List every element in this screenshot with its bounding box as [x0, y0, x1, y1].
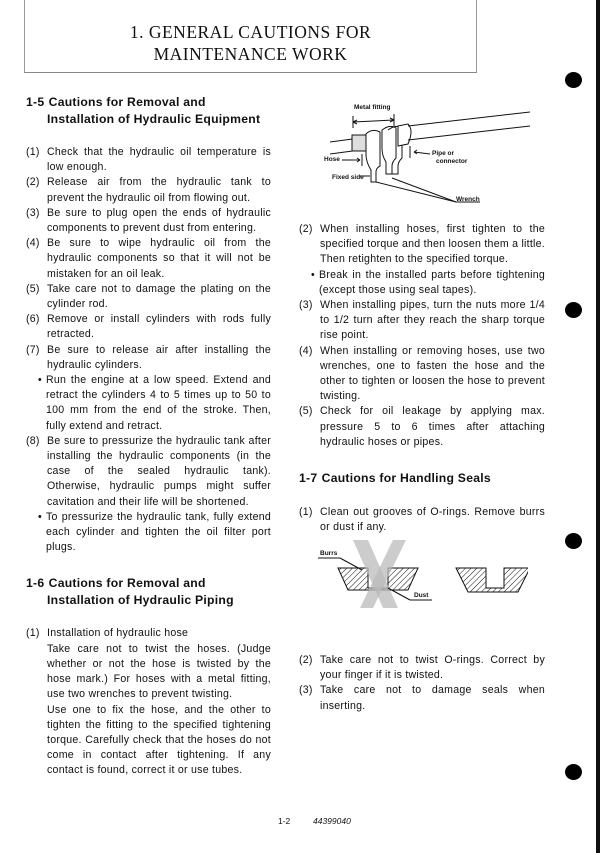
bullet-note	[299, 268, 545, 298]
section-title-line1: Cautions for Removal and	[48, 95, 206, 109]
item-text: Check that the hydraulic oil temperature is low enough.	[47, 146, 271, 174]
list-item	[26, 206, 271, 236]
item-number: (4)	[299, 344, 313, 357]
item-number: (5)	[26, 282, 40, 295]
label-fixed-side: Fixed side	[332, 174, 364, 181]
label-wrench: Wrench	[456, 196, 480, 203]
section-title-line2: Installation of Hydraulic Piping	[47, 592, 234, 607]
item-number: (6)	[26, 313, 40, 326]
list-item	[26, 145, 271, 175]
groove-illustration	[318, 540, 528, 610]
section-heading-1-6	[26, 575, 271, 608]
figure-hose-fitting	[324, 102, 530, 210]
list-item	[26, 626, 271, 641]
item-number: (1)	[299, 505, 313, 518]
section-number: 1-5	[26, 95, 45, 109]
paragraph: Use one to fix the hose, and the other to tighten the fitting to the specified tightening torque. Carefully check that the hoses do not come in contact after tightening. If any contact is found, correct it or use tubes.	[47, 703, 271, 777]
label-dust: Dust	[414, 592, 429, 599]
item-text: Release air from the hydraulic tank to prevent the hydraulic oil from flowing out.	[47, 176, 271, 204]
list-item	[26, 175, 271, 205]
document-number: 44399040	[313, 816, 351, 826]
item-number: (3)	[26, 206, 40, 219]
item-text: Be sure to wipe hydraulic oil from the hydraulic components so that it will not be mistaken for an oil leak.	[47, 237, 271, 280]
item-text: When installing pipes, turn the nuts more 1/4 to 1/2 turn after they reach the sharp torque rise point.	[320, 299, 545, 342]
section-heading-1-5	[26, 94, 271, 127]
section-number: 1-7	[299, 471, 318, 486]
section-number: 1-6	[26, 576, 45, 591]
item-text: Be sure to plug open the ends of hydraulic components to prevent dust from entering.	[47, 206, 271, 235]
section-title-line2: Installation of Hydraulic Equipment	[47, 111, 261, 126]
item-number: (7)	[26, 343, 40, 356]
list-item	[26, 434, 271, 510]
label-connector: connector	[436, 158, 468, 165]
list-item	[299, 683, 545, 713]
item-number: (4)	[26, 237, 40, 250]
item-text: Take care not to damage the plating on the cylinder rod.	[47, 282, 271, 311]
bullet-note	[26, 373, 271, 434]
list-item	[299, 222, 545, 268]
item-text: Remove or install cylinders with rods fully retracted.	[47, 313, 271, 341]
chapter-title-line2: MAINTENANCE WORK	[153, 44, 348, 64]
label-metal-fitting: Metal fitting	[354, 104, 391, 111]
list-item	[26, 343, 271, 373]
left-column	[26, 94, 271, 779]
label-burrs: Burrs	[320, 550, 338, 557]
item-text: Clean out grooves of O-rings. Remove burrs or dust if any.	[320, 505, 545, 533]
item-number: (2)	[299, 223, 313, 235]
chapter-title	[25, 21, 476, 65]
page-number: 1-2	[278, 816, 291, 826]
bullet-text: Break in the installed parts before tightening (except those using seal tapes).	[319, 268, 545, 296]
label-hose: Hose	[324, 156, 340, 163]
list-item	[26, 282, 271, 312]
right-column	[299, 222, 545, 714]
item-number: (5)	[299, 405, 313, 418]
list-item	[299, 505, 545, 535]
item-number: (8)	[26, 434, 40, 447]
figure-oring-groove	[318, 540, 528, 610]
item-number: (1)	[26, 146, 40, 158]
item-number: (2)	[299, 653, 313, 666]
list-item	[299, 298, 545, 344]
item-text: When installing or removing hoses, use two wrenches, one to fasten the hose and the other to tighten or loosen the hose to prevent twisting.	[320, 344, 545, 403]
list-item	[299, 653, 545, 683]
binder-hole	[565, 764, 582, 780]
item-text: Take care not to twist O-rings. Correct by your finger if it is twisted.	[320, 653, 545, 682]
list-item	[299, 404, 545, 450]
item-text: Be sure to pressurize the hydraulic tank after installing the hydraulic components (in the case of the sealed hydraulic tank). Otherwise, hydraulic pumps might suffer cavitation and their life will be shortened.	[47, 434, 271, 508]
item-text: Be sure to release air after installing the hydraulic cylinders.	[47, 343, 271, 371]
bullet-text: To pressurize the hydraulic tank, fully extend each cylinder and tighten the oil filter port plugs.	[46, 510, 271, 554]
item-number: (1)	[26, 627, 40, 640]
label-pipe: Pipe or	[432, 150, 455, 157]
section-title: Cautions for Handling Seals	[321, 471, 491, 486]
binder-hole	[565, 302, 582, 318]
bullet-note	[26, 510, 271, 556]
item-text: Installation of hydraulic hose	[47, 627, 189, 640]
bullet-icon: •	[38, 510, 42, 523]
item-number: (3)	[299, 299, 313, 312]
bullet-icon: •	[38, 374, 42, 387]
item-text: When installing hoses, first tighten to the specified torque and then loosen them a little. Then retighten to the specified torque.	[320, 223, 545, 266]
item-text: Take care not to damage seals when inserting.	[320, 684, 545, 712]
hose-wrench-illustration	[330, 102, 530, 210]
section-heading-1-7	[299, 470, 545, 487]
bullet-text: Run the engine at a low speed. Extend and retract the cylinders 4 to 5 times up to 50 to 100 mm from the end of the stroke. Then, fully extend and retract.	[46, 374, 271, 432]
page-edge-bar	[596, 0, 600, 853]
item-text: Check for oil leakage by applying max. pressure 5 to 6 times after attaching hydraulic hoses or pipes.	[320, 405, 545, 448]
item-number: (2)	[26, 176, 40, 189]
binder-hole	[565, 72, 582, 88]
chapter-title-line1: 1. GENERAL CAUTIONS FOR	[129, 22, 372, 42]
bullet-icon: •	[311, 268, 315, 281]
paragraph: Take care not to twist the hoses. (Judge whether or not the hose is twisted by the hose mark.) For hoses with a metal fitting, use two wrenches to prevent twisting.	[47, 642, 271, 701]
list-item	[299, 344, 545, 405]
list-item	[26, 312, 271, 342]
chapter-title-box	[24, 0, 477, 73]
list-item	[26, 236, 271, 282]
item-number: (3)	[299, 684, 313, 697]
binder-hole	[565, 533, 582, 549]
section-title-line1: Cautions for Removal and	[48, 576, 206, 591]
